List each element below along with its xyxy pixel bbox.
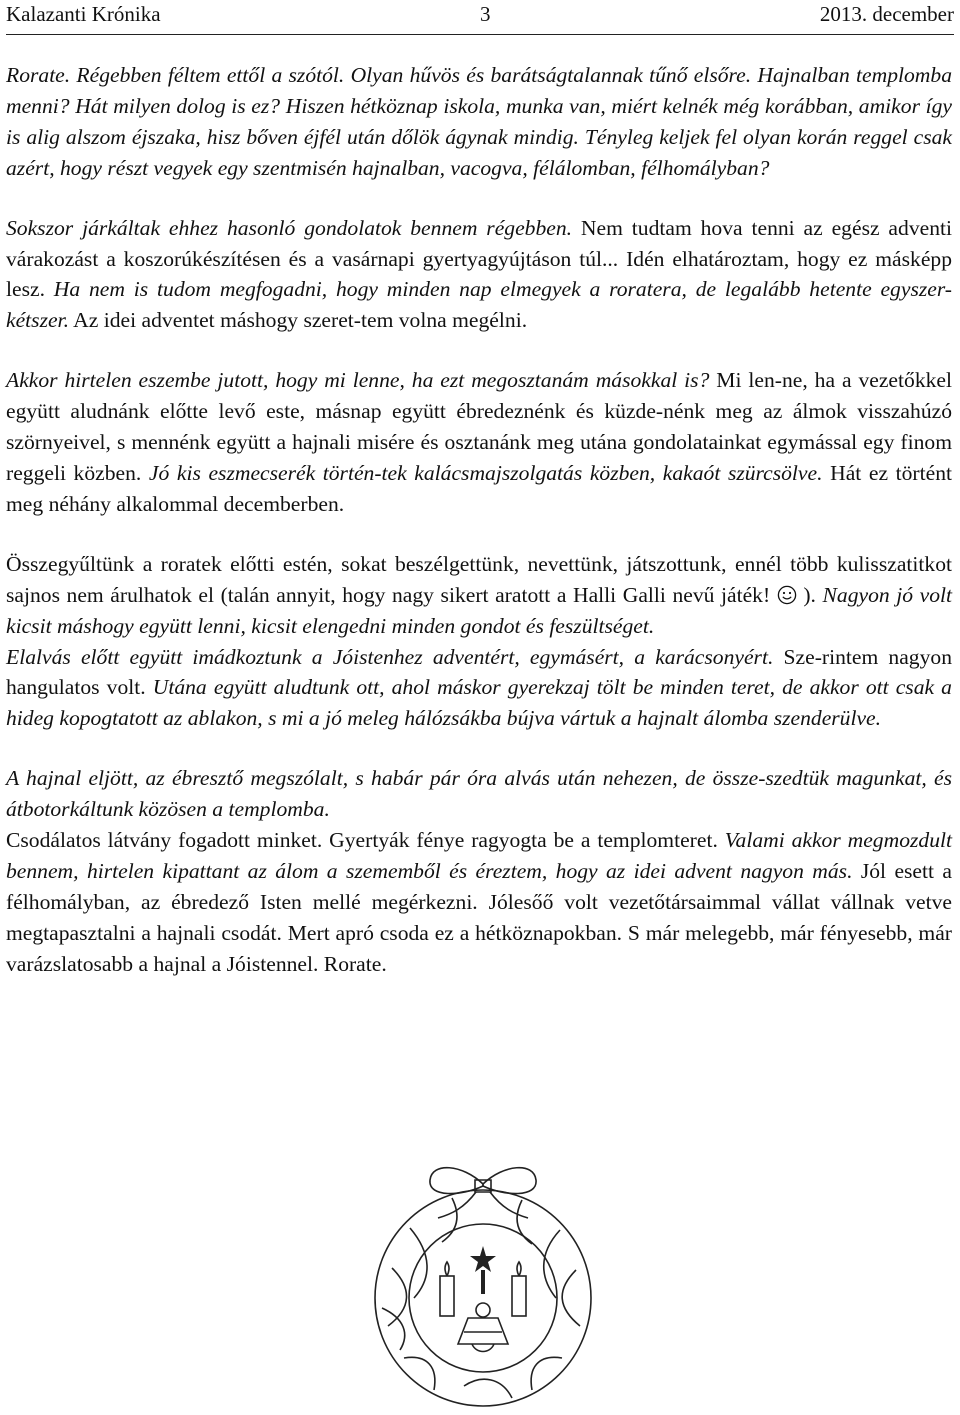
paragraph-6 [6,763,952,825]
paragraph-intro [6,60,952,184]
paragraph-3 [6,365,952,520]
issue-date: 2013. december [819,2,954,26]
sentence: Csodálatos látvány fogadott minket. Gyertyák fénye ragyogta be a templomteret. [6,828,718,853]
line: dőlök ágynak mindig. Tényleg keljek fel olyan korán reggel csak azért, hogy részt vegyek [6,124,952,180]
article-body [6,60,952,980]
line: Rorate. Régebben féltem ettől a szótól. Olyan hűvös és barátságtalannak tűnő elsőre. [6,63,752,87]
publication-title: Kalazanti Krónika [6,2,161,26]
paragraph-gap [6,520,952,549]
sentence: Elalvás előtt együtt imádkoztunk a Jóistenhez adventért, egymásért, a karácsonyért. [6,644,774,669]
paragraph-5 [6,642,952,735]
sentence: Nem tudtam hova tenni az egész adventi várakozást a koszorúkészítésen és a vasárnapi gyertyagyújtáson túl... Idén elhatároztam, hogy ez másképp lesz. [6,215,952,302]
sentence: Sokszor járkáltak ehhez hasonló gondolatok bennem régebben. [6,215,573,240]
paragraph-4 [6,549,952,642]
page-number: 3 [480,2,491,26]
sentence: Utána együtt aludtunk ott, ahol máskor gyerekzaj tölt be minden teret, de akkor ott csak a hideg kopogtatott az ablakon, s mi a jó meleg hálózsákba bújva vártuk a hajnalt álomba szenderülve. [6,675,952,731]
sentence: Mi len-ne, ha a vezetőkkel együtt aludnánk előtte levő este, másnap együtt ébredeznénk és küzde-nénk meg az álmok visszahúzó szörnyeivel, s mennénk együtt a hajnali misére és osztanánk meg utána gondolatainkat egymással egy finom reggeli közben. [6,368,952,485]
sentence: A hajnal eljött, az ébresztő megszólalt, s habár pár óra alvás után nehezen, de össze-szedtük magunkat, és átbotorkáltunk közösen a templomba. [6,766,952,822]
paragraph-7 [6,825,952,980]
line: van, miért kelnék még korábban, amikor így is alig alszom éjszaka, hisz bőven éjfél után [6,93,952,149]
sentence: Akkor hirtelen eszembe jutott, hogy mi lenne, ha ezt megosztanám másokkal is? [6,368,710,393]
paragraph-gap [6,336,952,365]
sentence: Sze-rintem nagyon hangulatos volt. [6,644,952,700]
sentence: Nagyon jó volt kicsit máshogy együtt lenni, kicsit elengedni minden gondot és feszültséget. [6,582,953,638]
sentence: Jól esett a félhomályban, az ébredező Isten mellé megérkezni. Jólesőő volt vezetőtársaimmal vállat vállnak vetve megtapasztalni a hajnali csodát. Mert apró csoda ez a hétköznapokban. S már melegebb, már fényesebb, már varázslatosabb a hajnal a Jóistennel. Rorate. [6,858,952,976]
sentence: Összegyűltünk a roratek előtti estén, sokat beszélgettünk, nevettünk, játszottunk, ennél több kulisszatitkot sajnos nem árulhatok el (talán annyit, hogy nagy sikert aratott a Halli Galli nevű játék! [6,551,952,607]
sentence: ). [796,582,816,607]
line: egy szentmisén hajnalban, vacogva, félálomban, félhomályban? [217,155,770,180]
sentence: Valami akkor megmozdult bennem, hirtelen kipattant az álom a szememből és éreztem, hogy az idei advent nagyon más. [6,828,952,883]
paragraph-gap [6,734,952,763]
page-header [6,0,954,32]
line: Hajnalban templomba menni? Hát milyen dolog is ez? Hiszen hétköznap iskola, munka [6,63,952,118]
sentence: Ha nem is tudom megfogadni, hogy minden nap elmegyek a roratera, de legalább hetente egyszer-kétszer. [6,277,952,333]
sentence: Az idei adventet máshogy szeret-tem volna megélni. [68,308,528,333]
paragraph-gap [6,184,952,213]
paragraph-2 [6,213,952,337]
sentence: Hát ez történt meg néhány alkalommal decemberben. [6,460,953,516]
advent-wreath-illustration [352,1158,614,1410]
smiley-face-icon [777,583,797,603]
sentence: Jó kis eszmecserék történ-tek kalácsmajszolgatás közben, kakaót szürcsölve. [141,460,823,485]
header-rule [6,34,954,35]
